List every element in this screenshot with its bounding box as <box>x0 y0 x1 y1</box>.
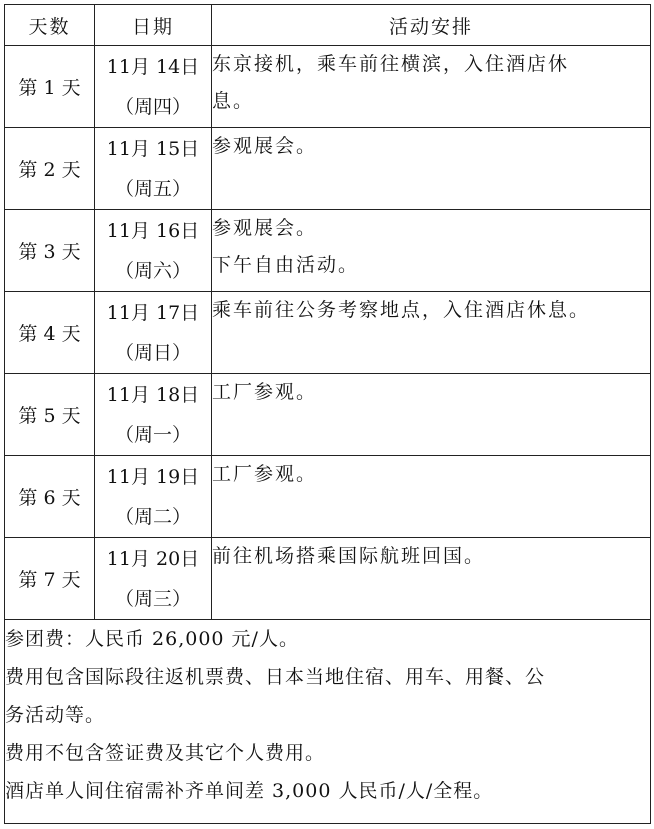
table-row <box>5 456 651 538</box>
date-text: 11月 18日 <box>106 383 200 406</box>
date-text: 11月 17日 <box>106 301 200 324</box>
activity-line: 下午自由活动。 <box>212 254 360 276</box>
activity-line: 工厂参观。 <box>212 463 318 485</box>
table-row <box>5 374 651 456</box>
date-text: 11月 20日 <box>106 547 200 570</box>
date-cell <box>95 292 212 374</box>
day-cell: 第 4 天 <box>5 292 95 374</box>
note-line: 务活动等。 <box>5 704 106 726</box>
note-line: 费用包含国际段往返机票费、日本当地住宿、用车、用餐、公 <box>5 666 546 688</box>
date-text: 11月 16日 <box>106 219 200 242</box>
activity-line: 东京接机，乘车前往横滨，入住酒店休 <box>212 53 570 75</box>
activity-line: 工厂参观。 <box>212 381 318 403</box>
date-cell <box>95 46 212 128</box>
table-row <box>5 210 651 292</box>
day-cell: 第 2 天 <box>5 128 95 210</box>
table-row <box>5 46 651 128</box>
activity-line: 息。 <box>212 90 255 112</box>
day-cell: 第 6 天 <box>5 456 95 538</box>
date-cell <box>95 210 212 292</box>
activity-cell <box>212 46 651 128</box>
activity-cell <box>212 538 651 620</box>
header-row <box>5 5 651 46</box>
date-cell <box>95 538 212 620</box>
weekday-text: （周二） <box>114 505 191 528</box>
date-text: 11月 14日 <box>106 55 200 78</box>
date-text: 11月 19日 <box>106 465 200 488</box>
activity-line: 参观展会。 <box>212 135 318 157</box>
note-line: 费用不包含签证费及其它个人费用。 <box>5 742 326 764</box>
header-date: 日期 <box>95 5 212 46</box>
note-line: 酒店单人间住宿需补齐单间差 3,000 人民币/人/全程。 <box>5 780 494 802</box>
activity-cell <box>212 292 651 374</box>
itinerary-table <box>4 4 651 824</box>
activity-cell <box>212 374 651 456</box>
date-text: 11月 15日 <box>106 137 200 160</box>
date-cell <box>95 374 212 456</box>
activity-line: 参观展会。 <box>212 217 318 239</box>
weekday-text: （周四） <box>114 95 191 118</box>
activity-line: 乘车前往公务考察地点，入住酒店休息。 <box>212 299 591 321</box>
table-row <box>5 538 651 620</box>
weekday-text: （周五） <box>114 177 191 200</box>
weekday-text: （周三） <box>114 587 191 610</box>
weekday-text: （周六） <box>114 259 191 282</box>
activity-cell <box>212 128 651 210</box>
day-cell: 第 7 天 <box>5 538 95 620</box>
activity-cell <box>212 456 651 538</box>
table-row <box>5 292 651 374</box>
day-cell: 第 1 天 <box>5 46 95 128</box>
date-cell <box>95 128 212 210</box>
header-activity: 活动安排 <box>212 5 651 46</box>
notes-cell <box>5 620 651 824</box>
activity-line: 前往机场搭乘国际航班回国。 <box>212 545 486 567</box>
day-cell: 第 3 天 <box>5 210 95 292</box>
weekday-text: （周日） <box>114 341 191 364</box>
notes-row <box>5 620 651 824</box>
activity-cell <box>212 210 651 292</box>
header-day: 天数 <box>5 5 95 46</box>
note-line: 参团费：人民币 26,000 元/人。 <box>5 628 299 650</box>
date-cell <box>95 456 212 538</box>
day-cell: 第 5 天 <box>5 374 95 456</box>
weekday-text: （周一） <box>114 423 191 446</box>
table-row <box>5 128 651 210</box>
